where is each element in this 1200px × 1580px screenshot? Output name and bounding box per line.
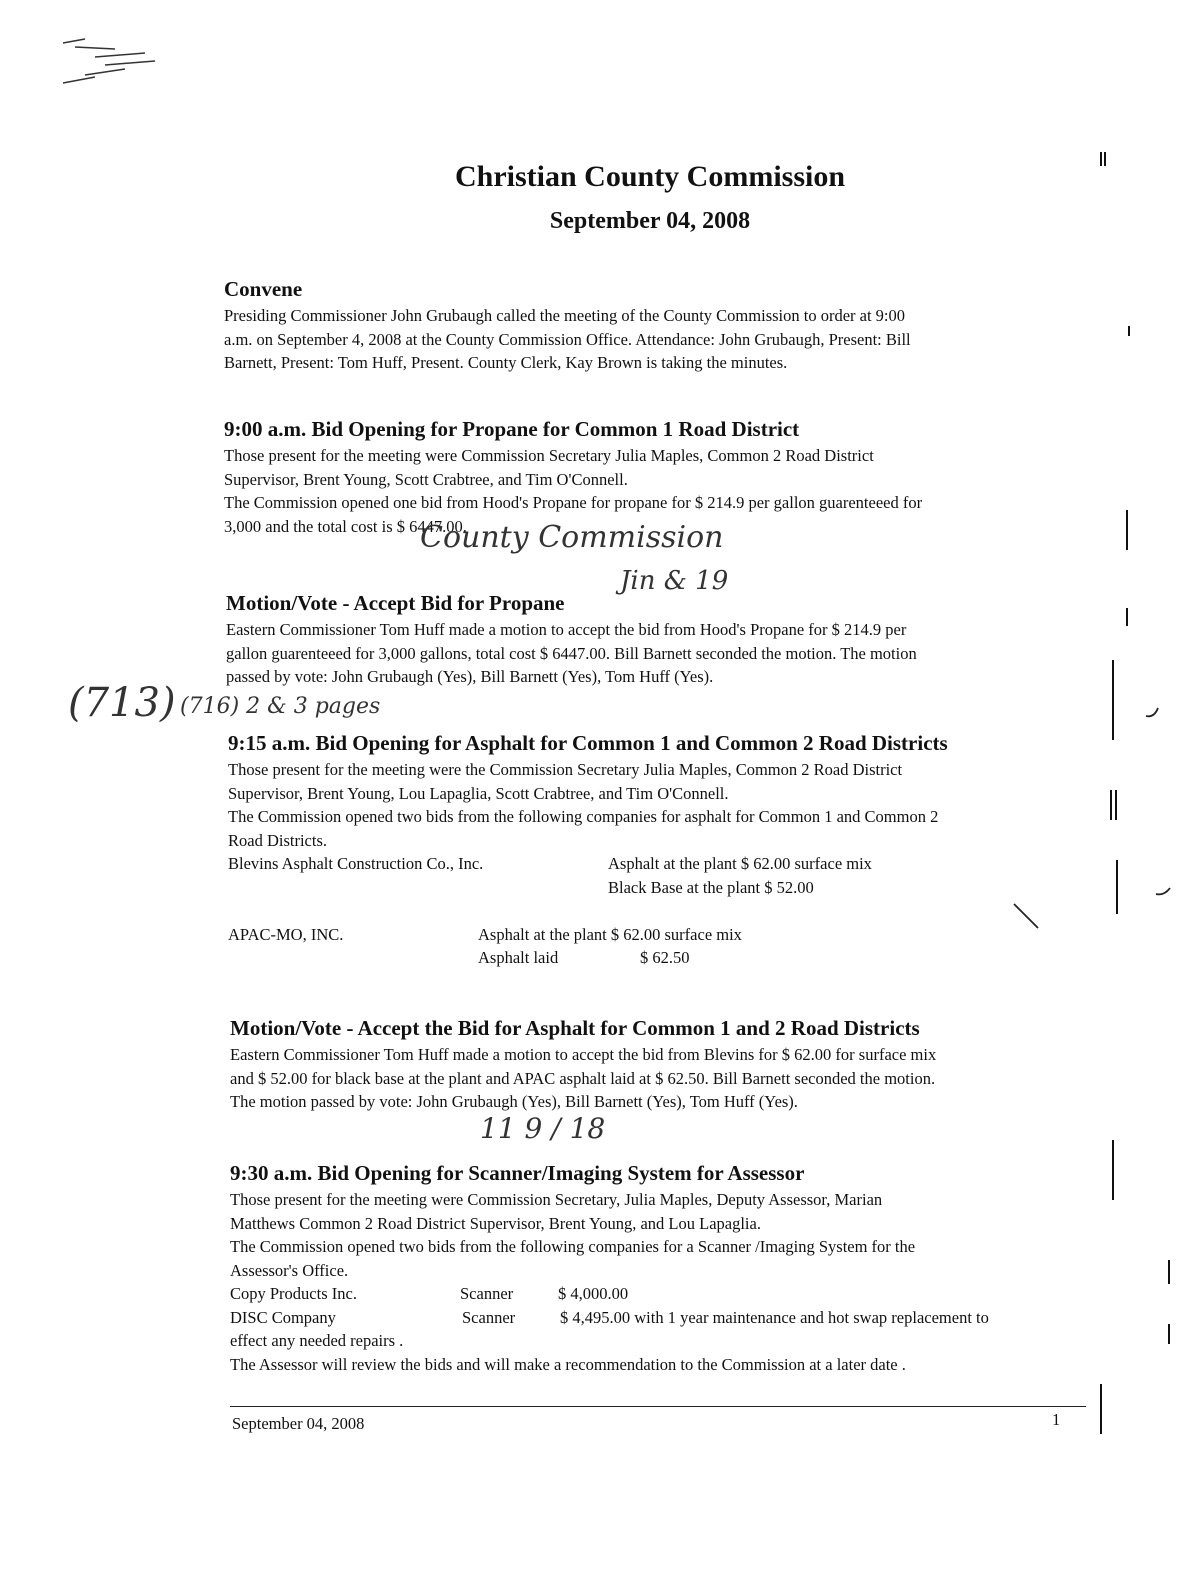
handwritten-note: (716) 2 & 3 pages — [180, 694, 381, 719]
scan-mark — [1100, 152, 1102, 166]
asphalt-vote-heading: Motion/Vote - Accept the Bid for Asphalt for Common 1 and 2 Road Districts — [230, 1016, 920, 1040]
scanner-bid-section — [230, 1160, 1100, 1376]
handwritten-scribble — [55, 35, 175, 95]
document-date: September 04, 2008 — [549, 208, 751, 234]
bid-company: APAC-MO, INC. — [228, 924, 344, 944]
scan-mark — [1112, 660, 1114, 740]
propane-bid-line: Those present for the meeting were Commission Secretary Julia Maples, Common 2 Road District — [224, 446, 874, 465]
bid-company: Blevins Asphalt Construction Co., Inc. — [228, 854, 484, 873]
bid-item: Asphalt laid — [478, 948, 559, 967]
scan-mark — [1168, 1324, 1170, 1344]
bid-price: $ 4,000.00 — [558, 1284, 629, 1303]
handwritten-note: (713) — [68, 680, 176, 726]
scanner-bid-line: Matthews Common 2 Road District Supervisor, Brent Young, and Lou Lapaglia. — [230, 1213, 761, 1233]
asphalt-vote-line: and $ 52.00 for black base at the plant and APAC asphalt laid at $ 62.50. Bill Barnett seconded the motion. — [230, 1068, 936, 1088]
bid-price: $ 4,495.00 with 1 year maintenance and hot swap replacement to — [560, 1307, 989, 1327]
bid-company: Copy Products Inc. — [230, 1284, 357, 1303]
propane-bid-line: Supervisor, Brent Young, Scott Crabtree, and Tim O'Connell. — [224, 469, 628, 489]
bid-company: DISC Company — [230, 1307, 336, 1327]
convene-line: a.m. on September 4, 2008 at the County Commission Office. Attendance: John Grubaugh, Present: Bill — [224, 329, 911, 349]
asphalt-bid-section — [228, 730, 1098, 970]
scan-mark — [1126, 608, 1128, 626]
scanner-bid-line: effect any needed repairs . — [230, 1331, 404, 1350]
propane-bid-line: The Commission opened one bid from Hood's Propane for propane for $ 214.9 per gallon guarenteeed for — [224, 493, 923, 512]
page-number: 1 — [1052, 1410, 1061, 1429]
bid-row — [228, 852, 1098, 876]
propane-bid-line: 3,000 and the total cost is $ 6447.00. — [224, 516, 467, 536]
handwritten-note: 11 9 / 18 — [480, 1112, 606, 1145]
bid-row — [228, 923, 1098, 947]
scanner-bid-line: The Commission opened two bids from the following companies for a Scanner /Imaging System for the — [230, 1237, 916, 1256]
scanner-bid-line: Assessor's Office. — [230, 1260, 349, 1280]
document-title: Christian County Commission — [454, 160, 846, 193]
bid-price: $ 62.50 — [640, 948, 690, 967]
scan-mark — [1115, 790, 1117, 820]
propane-vote-heading: Motion/Vote - Accept Bid for Propane — [226, 591, 565, 615]
asphalt-bid-line: Road Districts. — [228, 830, 327, 850]
bid-item: Scanner — [462, 1307, 516, 1327]
bid-row — [230, 1282, 1100, 1306]
handwritten-note: County Commission — [420, 520, 724, 555]
scan-stroke — [1154, 886, 1174, 898]
footer-date: September 04, 2008 — [232, 1414, 365, 1433]
propane-vote-line: passed by vote: John Grubaugh (Yes), Bill Barnett (Yes), Tom Huff (Yes). — [226, 667, 714, 686]
propane-vote-section — [226, 590, 1096, 689]
scan-stroke — [1144, 706, 1164, 720]
scan-mark — [1100, 1384, 1102, 1434]
scan-mark — [1128, 326, 1130, 336]
bid-item: Black Base at the plant $ 52.00 — [608, 877, 814, 897]
asphalt-bid-line: The Commission opened two bids from the following companies for asphalt for Common 1 and Common 2 — [228, 807, 939, 826]
handwritten-note: Jin & 19 — [620, 566, 729, 596]
bid-row — [228, 876, 1098, 900]
scanner-bid-heading: 9:30 a.m. Bid Opening for Scanner/Imaging System for Assessor — [230, 1161, 805, 1185]
scan-mark — [1116, 860, 1118, 914]
asphalt-bid-line: Supervisor, Brent Young, Lou Lapaglia, Scott Crabtree, and Tim O'Connell. — [228, 783, 729, 803]
bid-row — [228, 946, 1098, 970]
convene-heading: Convene — [224, 277, 303, 301]
convene-line: Barnett, Present: Tom Huff, Present. County Clerk, Kay Brown is taking the minutes. — [224, 353, 788, 372]
asphalt-vote-line: Eastern Commissioner Tom Huff made a motion to accept the bid from Blevins for $ 62.00 for surface mix — [230, 1045, 937, 1064]
scan-mark — [1110, 790, 1112, 820]
bid-item: Scanner — [460, 1284, 514, 1303]
scan-mark — [1112, 1140, 1114, 1200]
bid-item: Asphalt at the plant $ 62.00 surface mix — [478, 924, 742, 944]
scan-stroke — [1012, 902, 1042, 932]
scan-mark — [1126, 510, 1128, 550]
convene-section — [224, 276, 1084, 375]
footer-rule — [230, 1406, 1086, 1407]
asphalt-bid-heading: 9:15 a.m. Bid Opening for Asphalt for Common 1 and Common 2 Road Districts — [228, 731, 948, 755]
scanner-bid-line: The Assessor will review the bids and will make a recommendation to the Commission at a later date . — [230, 1354, 906, 1374]
scanner-bid-line: Those present for the meeting were Commission Secretary, Julia Maples, Deputy Assessor, Marian — [230, 1190, 883, 1209]
bid-row — [230, 1306, 1100, 1330]
propane-bid-heading: 9:00 a.m. Bid Opening for Propane for Common 1 Road District — [224, 417, 800, 441]
propane-vote-line: Eastern Commissioner Tom Huff made a motion to accept the bid from Hood's Propane for $ 214.9 per — [226, 620, 907, 639]
asphalt-vote-section — [230, 1015, 1100, 1114]
asphalt-vote-line: The motion passed by vote: John Grubaugh (Yes), Bill Barnett (Yes), Tom Huff (Yes). — [230, 1092, 798, 1111]
scan-mark — [1168, 1260, 1170, 1284]
propane-vote-line: gallon guarenteeed for 3,000 gallons, total cost $ 6447.00. Bill Barnett seconded the motion. The motion — [226, 643, 917, 663]
asphalt-bid-line: Those present for the meeting were the Commission Secretary Julia Maples, Common 2 Road District — [228, 760, 903, 779]
bid-item: Asphalt at the plant $ 62.00 surface mix — [608, 854, 872, 873]
scan-mark — [1104, 152, 1106, 166]
convene-line: Presiding Commissioner John Grubaugh called the meeting of the County Commission to order at 9:00 — [224, 306, 906, 325]
